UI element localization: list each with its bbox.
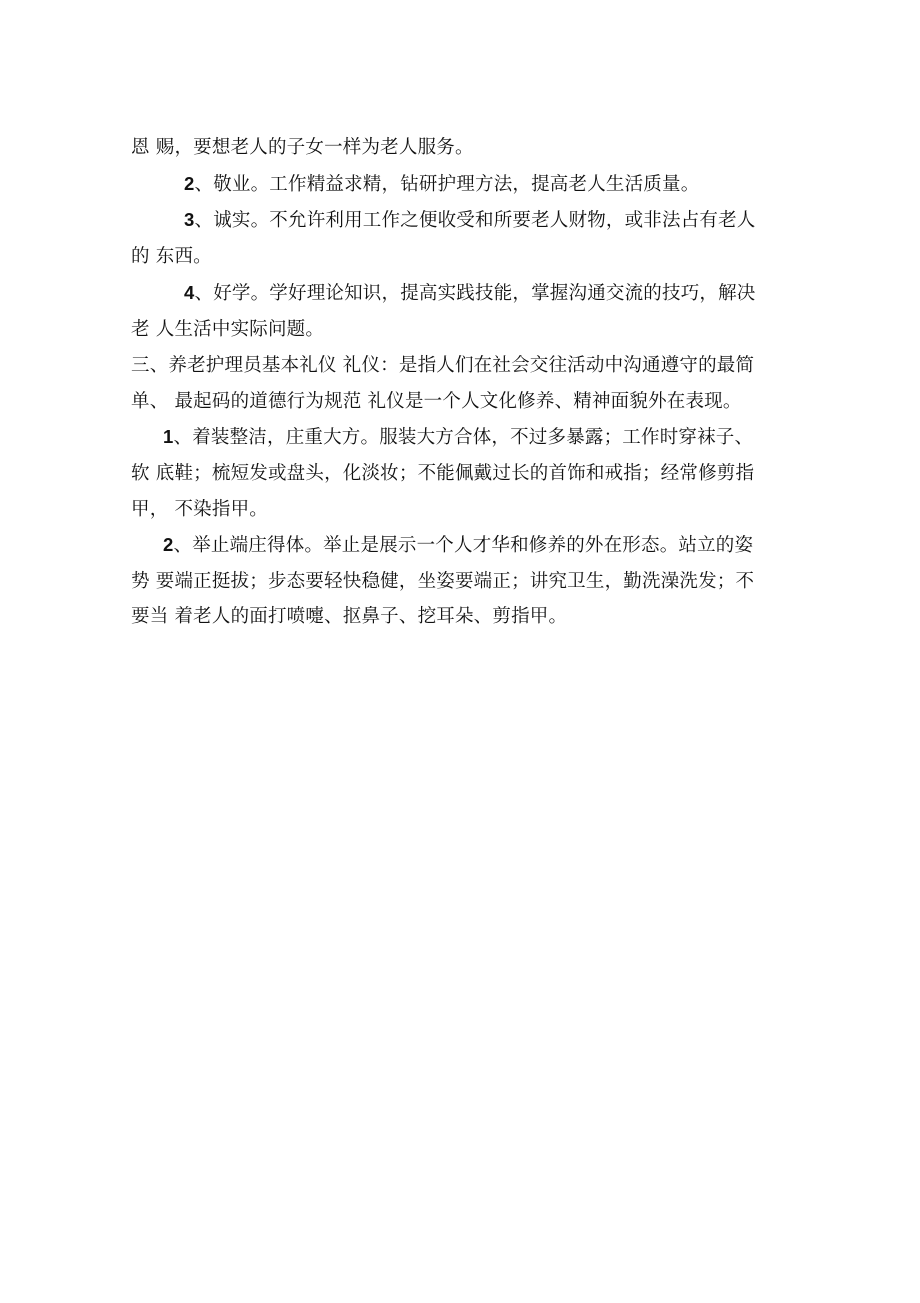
line-text: 、好学。学好理论知识，提高实践技能，掌握沟通交流的技巧，解决: [194, 283, 756, 304]
text-line: [163, 533, 753, 558]
line-text: 软 底鞋；梳短发或盘头，化淡妆；不能佩戴过长的首饰和戒指；经常修剪指: [131, 463, 755, 484]
text-line: [163, 425, 753, 450]
text-line: [184, 281, 756, 306]
line-text: 、举止端庄得体。举止是展示一个人才华和修养的外在形态。站立的姿: [173, 535, 754, 556]
text-line: [131, 389, 742, 414]
line-text: 的 东西。: [131, 246, 212, 267]
text-line: [131, 135, 474, 160]
section-heading-line: [131, 353, 754, 378]
item-number: 3: [184, 209, 195, 230]
text-line: [131, 604, 567, 629]
line-text: 老 人生活中实际问题。: [131, 319, 325, 340]
text-line: [184, 172, 699, 197]
line-text: 、着装整洁，庄重大方。服装大方合体，不过多暴露；工作时穿袜子、: [173, 427, 754, 448]
line-text: 势 要端正挺拔；步态要轻快稳健，坐姿要端正；讲究卫生，勤洗澡洗发；不: [131, 571, 755, 592]
item-number: 1: [163, 426, 174, 447]
line-text: 三、养老护理员基本礼仪 礼仪：是指人们在社会交往活动中沟通遵守的最简: [131, 355, 755, 376]
item-number: 4: [184, 282, 195, 303]
text-line: [131, 317, 324, 342]
item-number: 2: [163, 534, 174, 555]
text-line: [131, 461, 754, 486]
text-line: [131, 497, 268, 522]
text-line: [131, 569, 754, 594]
line-text: 、敬业。工作精益求精，钻研护理方法，提高老人生活质量。: [194, 174, 700, 195]
line-text: 恩 赐，要想老人的子女一样为老人服务。: [131, 137, 474, 158]
line-text: 、诚实。不允许利用工作之便收受和所要老人财物，或非法占有老人: [194, 210, 756, 231]
line-text: 甲， 不染指甲。: [131, 499, 268, 520]
text-line: [184, 208, 756, 233]
line-text: 单、 最起码的道德行为规范 礼仪是一个人文化修养、精神面貌外在表现。: [131, 391, 742, 412]
line-text: 要当 着老人的面打喷嚏、抠鼻子、挖耳朵、剪指甲。: [131, 606, 568, 627]
item-number: 2: [184, 173, 195, 194]
text-line: [131, 244, 212, 269]
